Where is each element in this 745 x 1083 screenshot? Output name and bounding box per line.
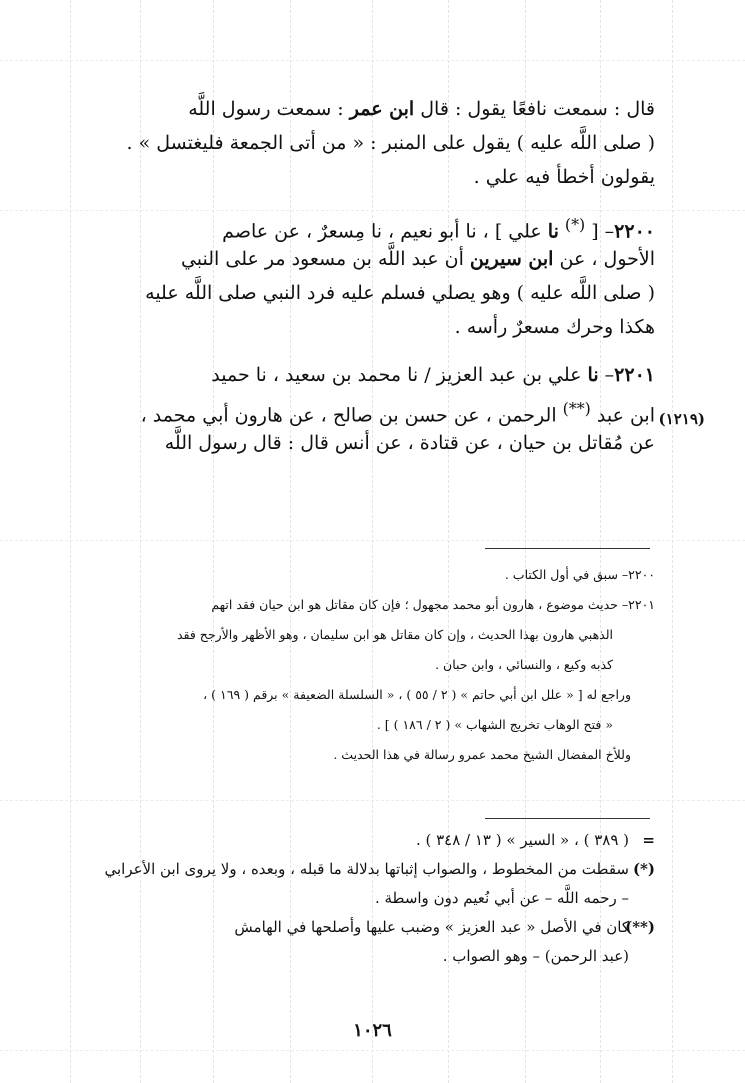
footnote-line [55, 884, 655, 913]
footnote-text: سقطت من المخطوط ، والصواب إثباتها بدلالة ما قبله ، وبعده ، ولا يروى ابن الأعرابي [104, 860, 629, 878]
footnote-text: (عبد الرحمن) – وهو الصواب . [442, 947, 629, 965]
footnote-line [55, 942, 655, 971]
footnote-line [55, 826, 655, 855]
note-line: كذبه وكيع ، والنسائي ، وابن حبان . [435, 657, 613, 672]
note-line: وللأخ المفضال الشيخ محمد عمرو رسالة في هذا الحديث . [333, 747, 631, 762]
footnotes [55, 826, 655, 971]
hadith-2200-line: هكذا وحرك مسعرٌ رأسه . [454, 316, 655, 338]
hadith-2200-line: ( صلى اللَّه عليه ) وهو يصلي فسلم عليه فرد النبي صلى اللَّه عليه [145, 282, 655, 304]
text-line: قال : سمعت نافعًا يقول : قال ابن عمر : سمعت رسول اللَّه [188, 98, 655, 120]
footnote-mark: (**) [625, 918, 655, 936]
notes-divider [485, 548, 650, 549]
footnote-mark: (*) [632, 860, 655, 878]
note-line: الذهبي هارون بهذا الحديث ، وإن كان مقاتل هو ابن سليمان ، وهو الأظهر والأرجح فقد [176, 627, 613, 642]
footnote-line [55, 913, 655, 942]
main-text [60, 92, 655, 460]
hadith-2200-line: ٢٢٠٠– [ (*) نا علي ] ، نا أبو نعيم ، نا مِسعرٌ ، عن عاصم [222, 215, 655, 242]
note-line: وراجع له [ « علل ابن أبي حاتم » ( ٢ / ٥٥ ) ، « السلسلة الضعيفة » برقم ( ١٦٩ ) ، [203, 687, 631, 702]
footnote-text: كان في الأصل « عبد العزيز » وضبب عليها وأصلحها في الهامش [234, 918, 629, 936]
footnote-text: – رحمه اللَّه – عن أبي نُعيم دون واسطة . [374, 889, 629, 907]
hadith-2201-line: عن مُقاتل بن حيان ، عن قتادة ، عن أنس قال : قال رسول اللَّه [164, 432, 655, 454]
text-line: يقولون أخطأ فيه علي . [473, 166, 655, 188]
hadith-2200-line: الأحول ، عن ابن سيرين أن عبد اللَّه بن مسعود مر على النبي [180, 248, 655, 270]
hadith-2201-line: ابن عبد (**) الرحمن ، عن حسن بن صالح ، عن هارون أبي محمد ، [140, 399, 655, 426]
page-number: ١٠٢٦ [353, 1020, 392, 1041]
note-line: ٢٢٠١– حديث موضوع ، هارون أبو محمد مجهول ؛ فإن كان مقاتل هو ابن حيان فقد اتهم [211, 597, 655, 612]
footnote-text: ( ٣٨٩ ) ، « السير » ( ١٣ / ٣٤٨ ) . [415, 831, 629, 849]
note-line: ٢٢٠٠– سبق في أول الكتاب . [504, 567, 655, 582]
footnote-line [55, 855, 655, 884]
note-line: « فتح الوهاب تخريج الشهاب » ( ٢ / ١٨٦ ) ] . [376, 717, 613, 732]
editor-notes [175, 560, 655, 770]
hadith-2201-line: ٢٢٠١– نا علي بن عبد العزيز / نا محمد بن سعيد ، نا حميد [211, 364, 655, 386]
footnotes-divider [485, 818, 650, 819]
manuscript-folio-number: (١٢١٩) [658, 410, 705, 428]
text-line: ( صلى اللَّه عليه ) يقول على المنبر : « من أتى الجمعة فليغتسل » . [126, 132, 655, 154]
footnote-mark: = [642, 831, 655, 849]
